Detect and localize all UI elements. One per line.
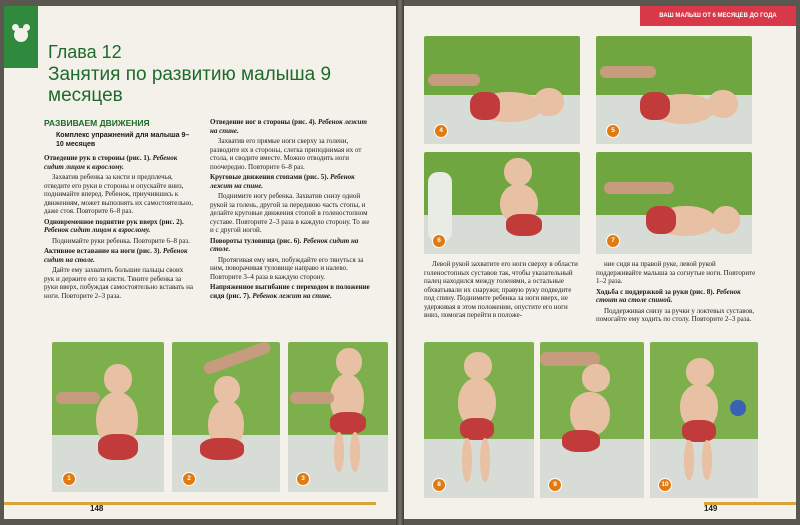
exercise-name: Круговые движения стопами [210, 173, 303, 181]
footer-bar [704, 502, 796, 505]
exercise-position: Ребенок стоит на столе спиной. [596, 287, 741, 304]
right-text-column-2 [596, 260, 756, 326]
figure-badge: 4 [434, 124, 448, 138]
paragraph: Круговые движения стопами (рис. 5). Ребенок лежит на спине. [210, 173, 355, 190]
figure-badge: 10 [658, 478, 672, 492]
exercise-name: Одновременное поднятие рук вверх [44, 217, 158, 226]
page-number: 148 [90, 504, 104, 513]
exercise-photo-9 [540, 342, 644, 498]
section-heading: РАЗВИВАЕМ ДВИЖЕНИЯ [44, 118, 150, 128]
right-text-column-1 [424, 260, 580, 322]
exercise-photo-2 [172, 342, 280, 492]
exercise-position: Ребенок лежит на спине. [210, 173, 355, 190]
paragraph: ние сидя на правой руке, левой рукой поддерживайте малыша за согнутые ноги. Повторите 1–2 раза. [596, 260, 756, 285]
running-head: ВАШ МАЛЫШ ОТ 6 МЕСЯЦЕВ ДО ГОДА [640, 6, 796, 26]
exercise-photo-10 [650, 342, 758, 498]
left-page [4, 6, 396, 519]
paragraph: Захватив его прямые ноги сверху за голени, разводите их в стороны, слегка приподнимая их от стола, и сводите вместе. Можно отводить ноги поочередно. Повторите 6–8 раз. [210, 137, 362, 171]
exercise-name: Ходьба с поддержкой за руки [596, 287, 689, 296]
left-text-column-2 [210, 118, 370, 302]
exercise-photo-5 [596, 36, 752, 144]
paragraph: Поднимите ногу ребенка. Захватив снизу одной рукой за голень, другой за переднюю часть стопы, и делайте круговые движения стопой в голеностопном суставе. Повторите 2–3 раза в каждую сторону. То же и с другой ногой. [210, 192, 370, 234]
exercise-position: Ребенок лежит на спине. [210, 118, 367, 135]
exercise-name: Отведение рук в стороны [44, 154, 125, 162]
paragraph: Левой рукой захватите его ноги сверху в области голеностопных суставов так, чтобы указательный палец находился между голенями, а остальные обхватывали их снаружи; правую руку подведите под спину. Поднимите ребенка за ноги вверх, не удерживая в этом положении, опустите его ноги вниз, помогая перейти в положе- [424, 260, 578, 319]
exercise-photo-3 [288, 342, 388, 492]
chapter-tab [4, 6, 38, 68]
right-page [404, 6, 796, 519]
exercise-name: Повороты туловища [210, 236, 276, 245]
exercise-name: Напряженное выгибание с переходом в положение сидя [210, 283, 370, 300]
figure-badge: 7 [606, 234, 620, 248]
exercise-position: Ребенок сидит на столе. [44, 247, 188, 264]
exercise-photo-4 [424, 36, 580, 144]
left-text-column-1 [44, 154, 194, 302]
exercise-photo-8 [424, 342, 534, 498]
paragraph: Дайте ему захватить большие пальцы своих рук и держите его за кисти. Тяните ребенка за руки вверх, побуждая самостоятельно вставать на ноги. Повторите 2–3 раза. [44, 266, 193, 300]
paragraph: Повороты туловища (рис. 6). Ребенок сидит на столе. [210, 236, 359, 253]
exercise-photo-7 [596, 152, 752, 254]
figure-badge: 1 [62, 472, 76, 486]
exercise-name: Активное вставание на ноги [44, 247, 135, 255]
paragraph: Отведение рук в стороны (рис. 1). Ребенок сидит лицом к взрослому. [44, 154, 178, 171]
bear-logo-icon [11, 24, 31, 46]
exercise-position: Ребенок лежит на спине. [252, 291, 332, 300]
page-number: 149 [704, 504, 718, 513]
subsection-heading: Комплекс упражнений для малыша 9–10 месяцев [56, 132, 190, 148]
paragraph: Протягивая ему мяч, побуждайте его тянуться за ним, поворачивая туловище направо и налево. Повторите 3–4 раза в каждую сторону. [210, 255, 364, 281]
figure-badge: 8 [432, 478, 446, 492]
exercise-photo-1 [52, 342, 164, 492]
paragraph: Поддерживая снизу за ручки у локтевых суставов, помогайте ему ходить по столу. Повторите 2–3 раза. [596, 306, 755, 323]
paragraph: Отведение ног в стороны (рис. 4). Ребенок лежит на спине. [210, 118, 367, 135]
exercise-photo-6 [424, 152, 580, 254]
chapter-number: Глава 12 [48, 42, 122, 62]
footer-bar [4, 502, 376, 505]
exercise-position: Ребенок сидит лицом к взрослому. [44, 154, 178, 171]
figure-badge: 5 [606, 124, 620, 138]
exercise-position: Ребенок сидит на столе. [210, 236, 359, 253]
book-gutter [396, 0, 404, 525]
figure-badge: 2 [182, 472, 196, 486]
paragraph: Активное вставание на ноги (рис. 3). Ребенок сидит на столе. [44, 247, 188, 264]
figure-badge: 3 [296, 472, 310, 486]
paragraph: Захватив ребенка за кисти и предплечья, отведите его руки в стороны и опускайте вниз, поднимайте вперед. Ребенок, приучившись к движениям, может выполнять их самостоятельно, даже стоя. Повторите 6–8 раз. [44, 173, 194, 215]
exercise-name: Отведение ног в стороны [210, 118, 291, 126]
paragraph: Поднимайте руки ребенка. Повторите 6–8 раз. [52, 236, 190, 245]
exercise-position: Ребенок сидит лицом к взрослому. [44, 226, 151, 234]
figure-badge: 9 [548, 478, 562, 492]
paragraph: Напряженное выгибание с переходом в положение сидя (рис. 7). Ребенок лежит на спине. [210, 283, 370, 300]
chapter-title: Занятия по развитию малыша 9 месяцев [48, 64, 332, 106]
paragraph: Ходьба с поддержкой за руки (рис. 8). Ребенок стоит на столе спиной. [596, 287, 741, 304]
paragraph: Одновременное поднятие рук вверх (рис. 2). Ребенок сидит лицом к взрослому. [44, 217, 184, 234]
figure-badge: 6 [432, 234, 446, 248]
